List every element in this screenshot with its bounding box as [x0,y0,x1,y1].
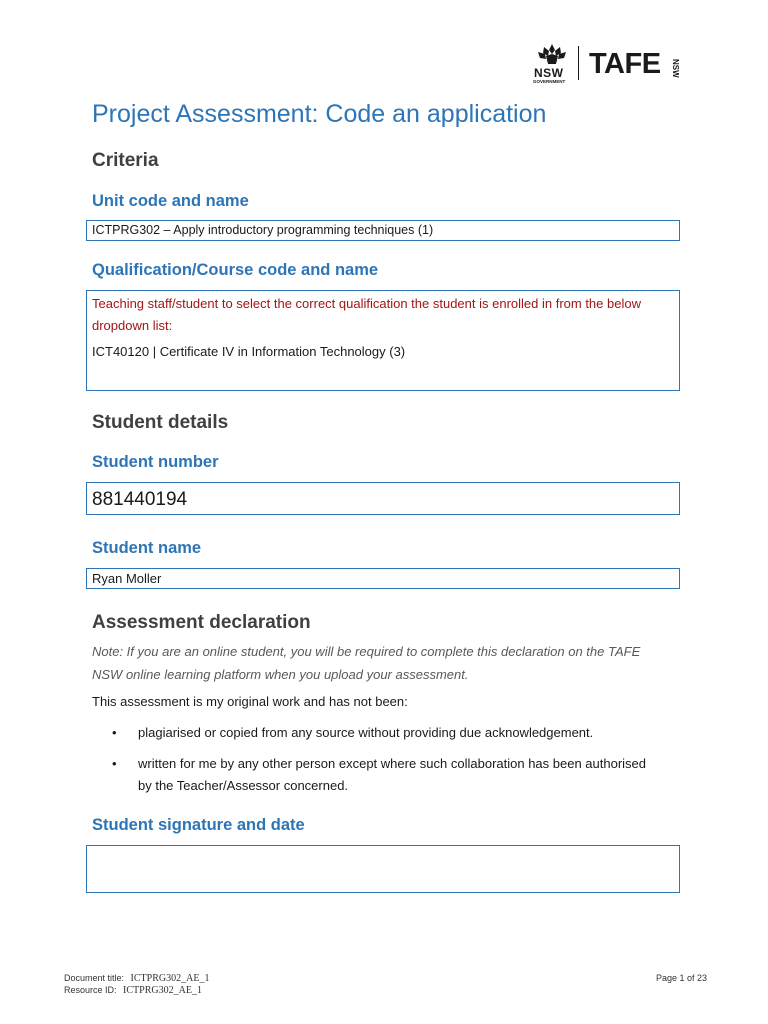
student-number-field[interactable] [86,482,680,515]
logo-divider [578,46,579,80]
bullet-icon: • [112,725,117,740]
tafe-logo-text: TAFE [589,48,661,80]
student-number-heading: Student number [92,453,219,471]
page-title: Project Assessment: Code an application [92,100,547,128]
unit-field[interactable] [86,220,680,241]
declaration-intro: This assessment is my original work and has not been: [92,694,408,709]
list-item [112,722,652,744]
doc-title-value: ICTPRG302_AE_1 [130,973,210,984]
footer-resource-id [64,985,202,996]
resource-id-label: Resource ID: [64,985,117,995]
qualification-value[interactable]: ICT40120 | Certificate IV in Information Technology (3) [92,344,406,359]
signature-heading: Student signature and date [92,816,305,834]
declaration-note: Note: If you are an online student, you will be required to complete this declaration on the TAFE NSW online learning platform when you upload your assessment. [92,644,641,682]
list-item [112,753,652,797]
qualification-heading: Qualification/Course code and name [92,261,379,279]
declaration-heading: Assessment declaration [92,612,311,633]
student-details-heading: Student details [92,412,229,433]
resource-id-value: ICTPRG302_AE_1 [123,985,202,996]
nsw-government-logo [532,42,572,82]
student-name-value: Ryan Moller [92,571,162,586]
bullet-text: plagiarised or copied from any source without providing due acknowledgement. [138,725,594,740]
qualification-instruction: Teaching staff/student to select the correct qualification the student is enrolled in from the below dropdown list: [92,296,641,333]
student-name-heading: Student name [92,539,202,557]
bullet-icon: • [112,756,117,771]
page-number: Page 1 of 23 [656,973,708,983]
nsw-text: NSW [534,66,564,80]
student-number-value: 881440194 [92,489,188,510]
unit-heading: Unit code and name [92,192,249,210]
unit-value: ICTPRG302 – Apply introductory programming techniques (1) [92,223,434,237]
bullet-text: written for me by any other person except where such collaboration has been authorised by the Teacher/Assessor concerned. [138,756,647,793]
criteria-heading: Criteria [92,150,159,171]
signature-field[interactable] [86,845,680,893]
qualification-field[interactable] [86,290,680,391]
student-name-field[interactable] [86,568,680,589]
government-text: GOVERNMENT [533,79,566,84]
doc-title-label: Document title: [64,973,125,983]
footer-doc-title [64,973,209,984]
waratah-icon [532,42,572,68]
tafe-nsw-vertical-text: NSW [671,59,680,78]
